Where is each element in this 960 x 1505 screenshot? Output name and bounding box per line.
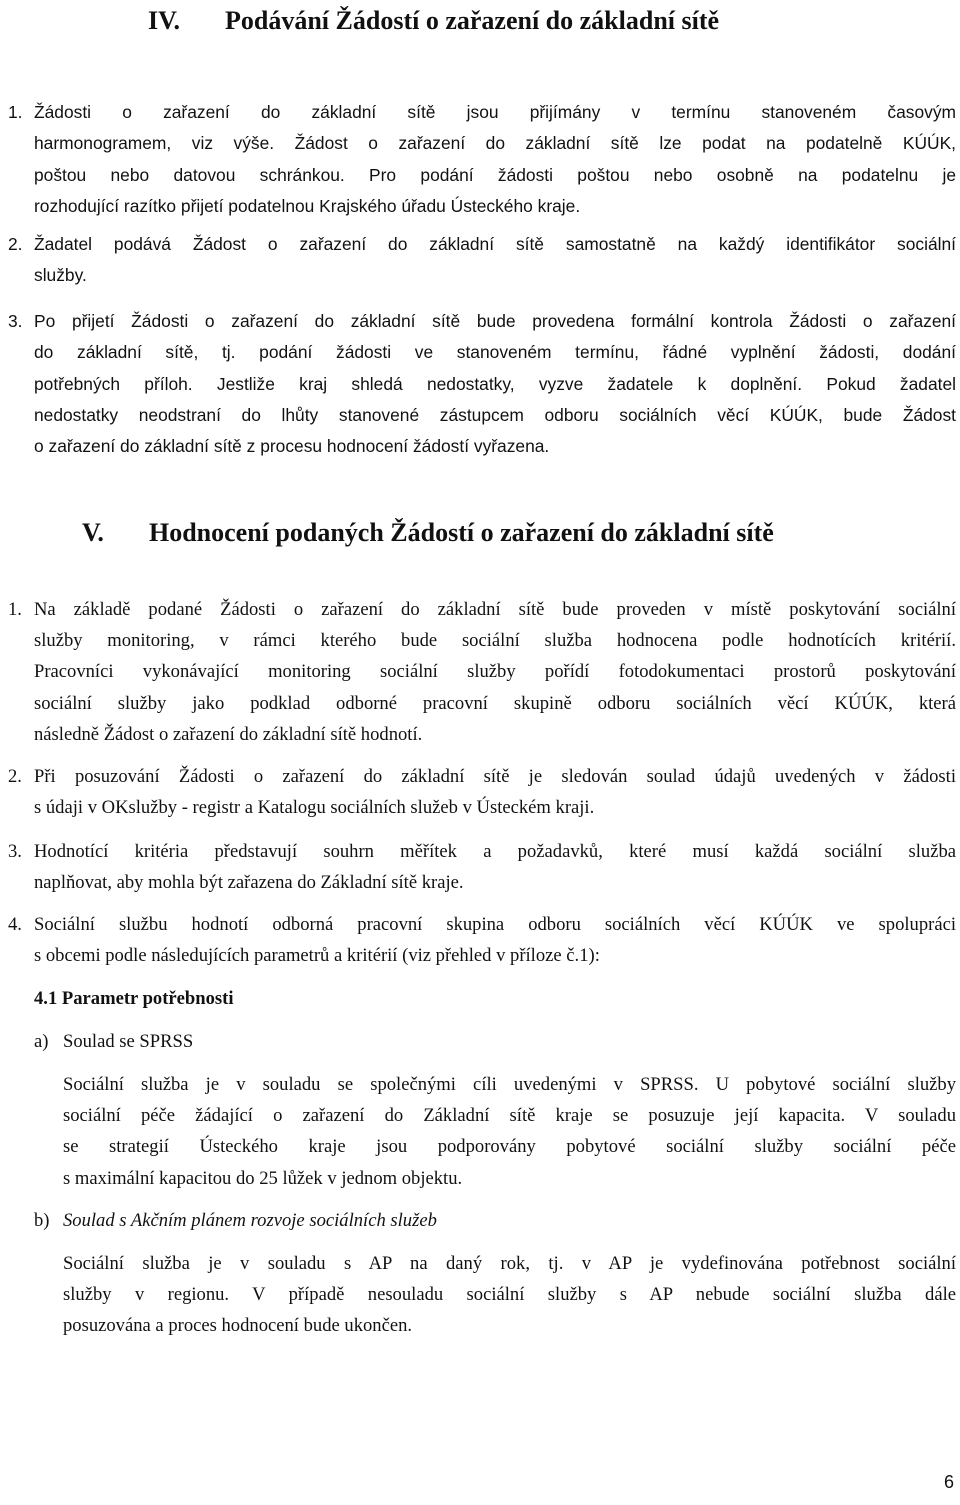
text-line: harmonogramem, viz výše. Žádost o zařazení do základní sítě lze podat na podatelně KÚÚK, [34,133,956,154]
text-line: Hodnotící kritéria představují souhrn měřítek a požadavků, které musí každá sociální služba [34,841,956,862]
section-heading-5 [82,518,774,548]
text-line: Žádosti o zařazení do základní sítě jsou přijímány v termínu stanoveném časovým [34,102,956,122]
section-title: Podávání Žádostí o zařazení do základní sítě [225,6,720,35]
text-line: nedostatky neodstraní do lhůty stanovené zástupcem odboru sociálních věcí KÚÚK, bude Žádost [34,404,956,425]
parameter-heading: 4.1 Parametr potřebnosti [34,988,234,1009]
sub-item-b-paragraph [63,1248,956,1342]
sub-item-label: a) [34,1031,49,1052]
section-heading-4 [148,6,719,36]
text-line: se strategií Ústeckého kraje jsou podporovány pobytové sociální služby sociální péče [63,1136,956,1158]
text-line: naplňovat, aby mohla být zařazena do Základní sítě kraje. [34,872,464,894]
item-number: 3. [8,311,23,331]
text-line: služby v regionu. V případě nesouladu sociální služby s AP nebude sociální služba dále [63,1284,956,1306]
list-item [8,909,956,971]
text-line: Na základě podané Žádosti o zařazení do základní sítě bude proveden v místě poskytování sociální [34,599,956,620]
text-line: Při posuzování Žádosti o zařazení do základní sítě je sledován soulad údajů uvedených v žádosti [34,766,956,787]
item-number: 3. [8,841,22,862]
text-line: Žadatel podává Žádost o zařazení do základní sítě samostatně na každý identifikátor sociální [34,234,956,254]
text-line: s obcemi podle následujících parametrů a kritérií (viz přehled v příloze č.1): [34,945,600,967]
item-number: 2. [8,766,22,787]
sub-item-a-paragraph [63,1069,956,1194]
list-item [8,306,956,462]
section-number: IV. [148,6,181,35]
list-item [8,229,956,292]
text-line: sociální péče žádající o zařazení do Základní sítě kraje se posuzuje její kapacita. V souladu [63,1105,956,1127]
text-line: služby. [34,265,87,286]
text-line: posuzována a proces hodnocení bude ukončen. [63,1315,413,1337]
item-number: 4. [8,914,22,935]
text-line: Sociální službu hodnotí odborná pracovní skupina odboru sociálních věcí KÚÚK ve spolupráci [34,914,956,935]
text-line: o zařazení do základní sítě z procesu hodnocení žádostí vyřazena. [34,436,550,457]
text-line: následně Žádost o zařazení do základní sítě hodnotí. [34,723,423,745]
sub-item-label: b) [34,1210,50,1231]
section-number: V. [82,518,104,547]
page-number: 6 [943,1472,954,1492]
sub-item-title: Soulad s Akčním plánem rozvoje sociálních služeb [63,1210,437,1231]
text-line: rozhodující razítko přijetí podatelnou Krajského úřadu Ústeckého kraje. [34,195,581,216]
text-line: poštou nebo datovou schránkou. Pro podání žádosti poštou nebo osobně na podatelnu je [34,164,956,185]
section-title: Hodnocení podaných Žádostí o zařazení do základní sítě [149,518,774,547]
text-line: Po přijetí Žádosti o zařazení do základní sítě bude provedena formální kontrola Žádosti o zařazení [34,311,956,331]
text-line: do základní sítě, tj. podání žádosti ve stanoveném termínu, řádné vyplnění žádosti, dodání [34,342,956,363]
item-number: 2. [8,234,23,254]
text-line: Pracovníci vykonávající monitoring sociální služby pořídí fotodokumentaci prostorů poskytování [34,661,956,683]
text-line: služby monitoring, v rámci kterého bude sociální služba hodnocena podle hodnotících kritérií. [34,630,956,652]
text-line: s maximální kapacitou do 25 lůžek v jednom objektu. [63,1167,463,1189]
list-item [8,761,956,823]
item-number: 1. [8,599,22,620]
sub-item-title: Soulad se SPRSS [63,1031,194,1052]
text-line: sociální služby jako podklad odborné pracovní skupině odboru sociálních věcí KÚÚK, která [34,692,956,714]
text-line: Sociální služba je v souladu s AP na daný rok, tj. v AP je vydefinována potřebnost sociální [63,1253,956,1274]
text-line: s údaji v OKslužby - registr a Katalogu sociálních služeb v Ústeckém kraji. [34,797,595,819]
text-line: potřebných příloh. Jestliže kraj shledá nedostatky, vyzve žadatele k doplnění. Pokud žadatel [34,373,956,394]
text-line: Sociální služba je v souladu se společnými cíli uvedenými v SPRSS. U pobytové sociální služby [63,1074,956,1095]
list-item [8,836,956,898]
sub-item-a-heading [34,1026,193,1057]
list-item [8,594,956,750]
item-number: 1. [8,102,23,122]
list-item [8,97,956,222]
sub-item-b-heading [34,1205,437,1236]
